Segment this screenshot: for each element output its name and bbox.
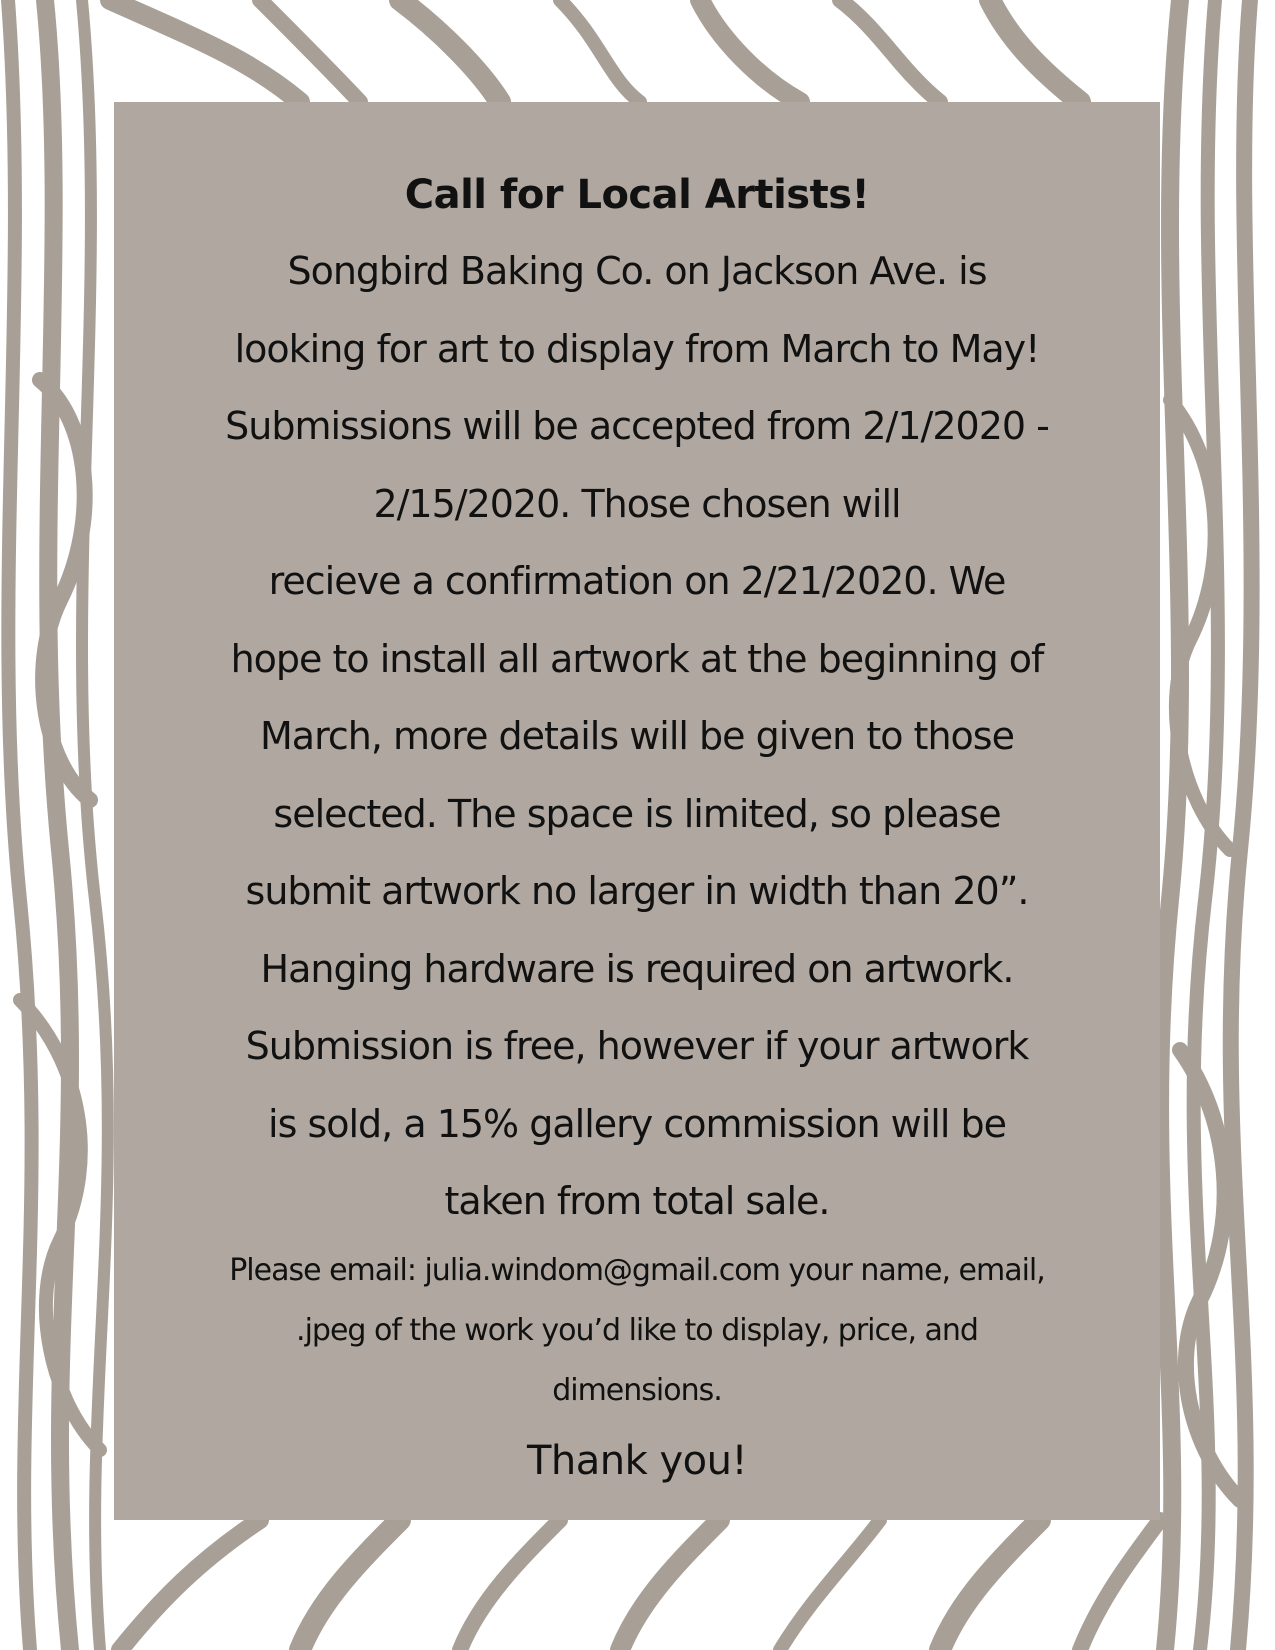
flyer-title: Call for Local Artists! <box>404 172 870 218</box>
body-line: submit artwork no larger in width than 20”. <box>245 869 1029 913</box>
contact-line: dimensions. <box>552 1372 722 1408</box>
flyer-panel <box>114 102 1160 1520</box>
body-line: selected. The space is limited, so please <box>273 791 1001 836</box>
body-line: Songbird Baking Co. on Jackson Ave. is <box>287 249 987 293</box>
body-line: recieve a confirmation on 2/21/2020. We <box>268 559 1006 603</box>
body-line: looking for art to display from March to May! <box>234 326 1040 371</box>
closing-text: Thank you! <box>526 1437 748 1484</box>
body-line: 2/15/2020. Those chosen will <box>373 481 901 526</box>
body-line: Submission is free, however if your artwork <box>245 1024 1029 1068</box>
body-line: Hanging hardware is required on artwork. <box>260 946 1014 991</box>
contact-line: .jpeg of the work you’d like to display, price, and <box>296 1312 978 1348</box>
contact-line: Please email: julia.windom@gmail.com your name, email, <box>229 1252 1045 1288</box>
body-line: March, more details will be given to those <box>260 714 1014 758</box>
body-line: taken from total sale. <box>444 1179 830 1223</box>
body-line: is sold, a 15% gallery commission will be <box>268 1101 1006 1146</box>
body-line: hope to install all artwork at the beginning of <box>230 636 1044 681</box>
body-line: Submissions will be accepted from 2/1/2020 - <box>225 404 1049 448</box>
